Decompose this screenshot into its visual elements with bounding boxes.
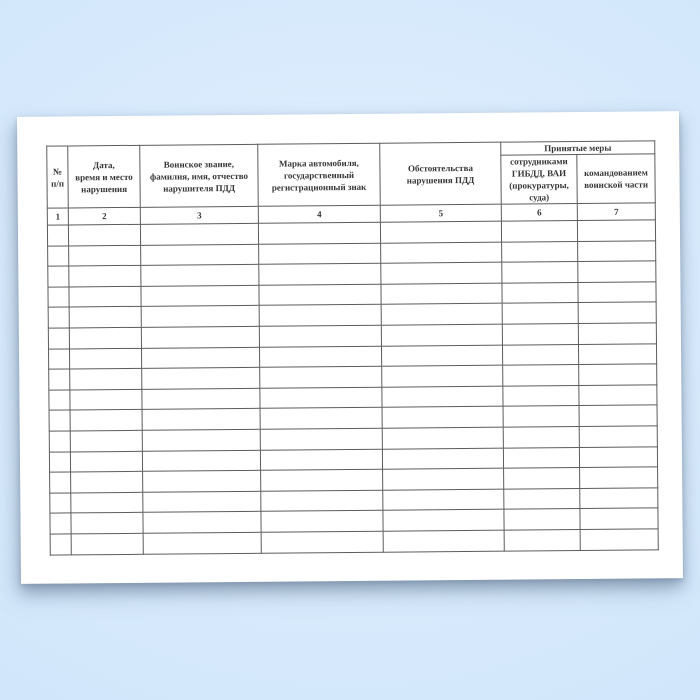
empty-cell (49, 431, 70, 452)
empty-cell (504, 468, 580, 489)
empty-cell (260, 428, 382, 450)
empty-cell (68, 224, 140, 245)
column-number-cell: 5 (380, 204, 501, 222)
empty-cell (50, 534, 71, 555)
empty-cell (50, 493, 71, 514)
header-cell-vehicle: Марка автомобиля, государственный регистрационный знак (258, 143, 381, 206)
empty-cell (382, 365, 503, 387)
empty-cell (580, 488, 658, 509)
empty-cell (502, 323, 578, 344)
empty-cell (259, 284, 381, 306)
empty-cell (261, 511, 383, 533)
empty-cell (502, 282, 578, 303)
empty-cell (143, 491, 261, 513)
empty-cell (143, 512, 261, 534)
empty-cell (383, 468, 504, 490)
empty-cell (579, 426, 657, 447)
empty-cell (48, 287, 69, 308)
empty-cell (383, 489, 504, 511)
empty-cell (260, 366, 382, 388)
empty-cell (579, 385, 657, 406)
empty-cell (381, 324, 502, 346)
empty-cell (48, 328, 69, 349)
empty-cell (260, 449, 382, 471)
empty-cell (71, 471, 143, 492)
empty-cell (502, 262, 578, 283)
empty-cell (143, 470, 261, 492)
empty-cell (261, 490, 383, 512)
empty-cell (503, 365, 579, 386)
empty-cell (260, 387, 382, 409)
empty-cell (70, 410, 142, 431)
empty-cell (70, 430, 142, 451)
empty-cell (48, 307, 69, 328)
column-number-cell: 2 (68, 207, 140, 225)
empty-cell (381, 345, 502, 367)
empty-cell (70, 451, 142, 472)
empty-cell (50, 513, 71, 534)
header-cell-measures-command: командованием воинской части (577, 154, 655, 204)
column-number-cell: 1 (47, 208, 68, 225)
empty-cell (259, 305, 381, 327)
empty-cell (49, 369, 70, 390)
column-number-cell: 3 (140, 206, 258, 224)
empty-cell (143, 532, 261, 554)
empty-cell (382, 407, 503, 429)
empty-cell (48, 246, 69, 267)
empty-cell (69, 245, 141, 266)
empty-cell (142, 429, 260, 451)
empty-cell (142, 450, 260, 472)
empty-cell (70, 368, 142, 389)
empty-cell (579, 405, 657, 426)
table-body (47, 220, 658, 555)
header-cell-measures-gibdd: сотрудниками ГИБДД, ВАИ (прокуратуры, суда) (501, 155, 577, 205)
empty-cell (382, 427, 503, 449)
empty-cell (578, 343, 656, 364)
empty-cell (578, 240, 656, 261)
empty-cell (141, 244, 259, 266)
empty-cell (49, 451, 70, 472)
empty-cell (259, 325, 381, 347)
empty-cell (504, 488, 580, 509)
empty-cell (69, 327, 141, 348)
empty-cell (48, 349, 69, 370)
empty-cell (578, 282, 656, 303)
empty-cell (503, 447, 579, 468)
empty-cell (504, 509, 580, 530)
empty-cell (579, 364, 657, 385)
empty-cell (69, 348, 141, 369)
empty-cell (50, 472, 71, 493)
column-number-cell: 6 (501, 204, 577, 222)
document-page (17, 111, 683, 584)
empty-cell (142, 367, 260, 389)
empty-cell (381, 242, 502, 264)
empty-cell (259, 263, 381, 285)
empty-cell (48, 266, 69, 287)
empty-cell (503, 426, 579, 447)
empty-cell (69, 286, 141, 307)
empty-cell (578, 302, 656, 323)
empty-cell (71, 533, 143, 554)
empty-cell (142, 409, 260, 431)
header-cell-circumstances: Обстоятельства нарушения ПДД (380, 142, 502, 205)
empty-cell (141, 264, 259, 286)
empty-cell (260, 408, 382, 430)
empty-cell (502, 303, 578, 324)
empty-cell (141, 347, 259, 369)
violations-register-table (46, 140, 659, 555)
header-cell-measures-group: Принятые меры (501, 141, 655, 155)
empty-cell (502, 241, 578, 262)
empty-cell (504, 529, 580, 550)
empty-cell (580, 467, 658, 488)
empty-cell (503, 406, 579, 427)
empty-cell (381, 262, 502, 284)
empty-cell (501, 221, 577, 242)
empty-cell (71, 492, 143, 513)
empty-cell (580, 508, 658, 529)
empty-cell (261, 469, 383, 491)
empty-cell (71, 513, 143, 534)
empty-cell (49, 410, 70, 431)
empty-cell (70, 389, 142, 410)
header-cell-date-place: Дата, время и место нарушения (68, 145, 141, 208)
empty-cell (383, 530, 504, 552)
empty-cell (578, 261, 656, 282)
empty-cell (383, 509, 504, 531)
empty-data-row (50, 529, 658, 555)
empty-cell (258, 222, 380, 244)
empty-cell (141, 306, 259, 328)
empty-cell (259, 243, 381, 265)
empty-cell (261, 531, 383, 553)
empty-cell (503, 385, 579, 406)
empty-cell (69, 307, 141, 328)
empty-cell (140, 223, 258, 245)
empty-cell (578, 323, 656, 344)
empty-cell (141, 326, 259, 348)
empty-cell (69, 266, 141, 287)
empty-cell (49, 390, 70, 411)
empty-cell (259, 346, 381, 368)
empty-cell (580, 529, 658, 550)
empty-cell (380, 221, 501, 243)
empty-cell (47, 225, 68, 246)
empty-cell (382, 448, 503, 470)
empty-cell (142, 388, 260, 410)
empty-cell (579, 446, 657, 467)
header-cell-number: № п/п (47, 146, 69, 208)
column-number-cell: 7 (577, 203, 655, 221)
empty-cell (502, 344, 578, 365)
column-number-cell: 4 (258, 205, 380, 223)
empty-cell (381, 304, 502, 326)
empty-cell (141, 285, 259, 307)
empty-cell (382, 386, 503, 408)
empty-cell (381, 283, 502, 305)
header-cell-offender: Воинское звание, фамилия, имя, отчество нарушителя ПДД (140, 144, 259, 207)
empty-cell (577, 220, 655, 241)
